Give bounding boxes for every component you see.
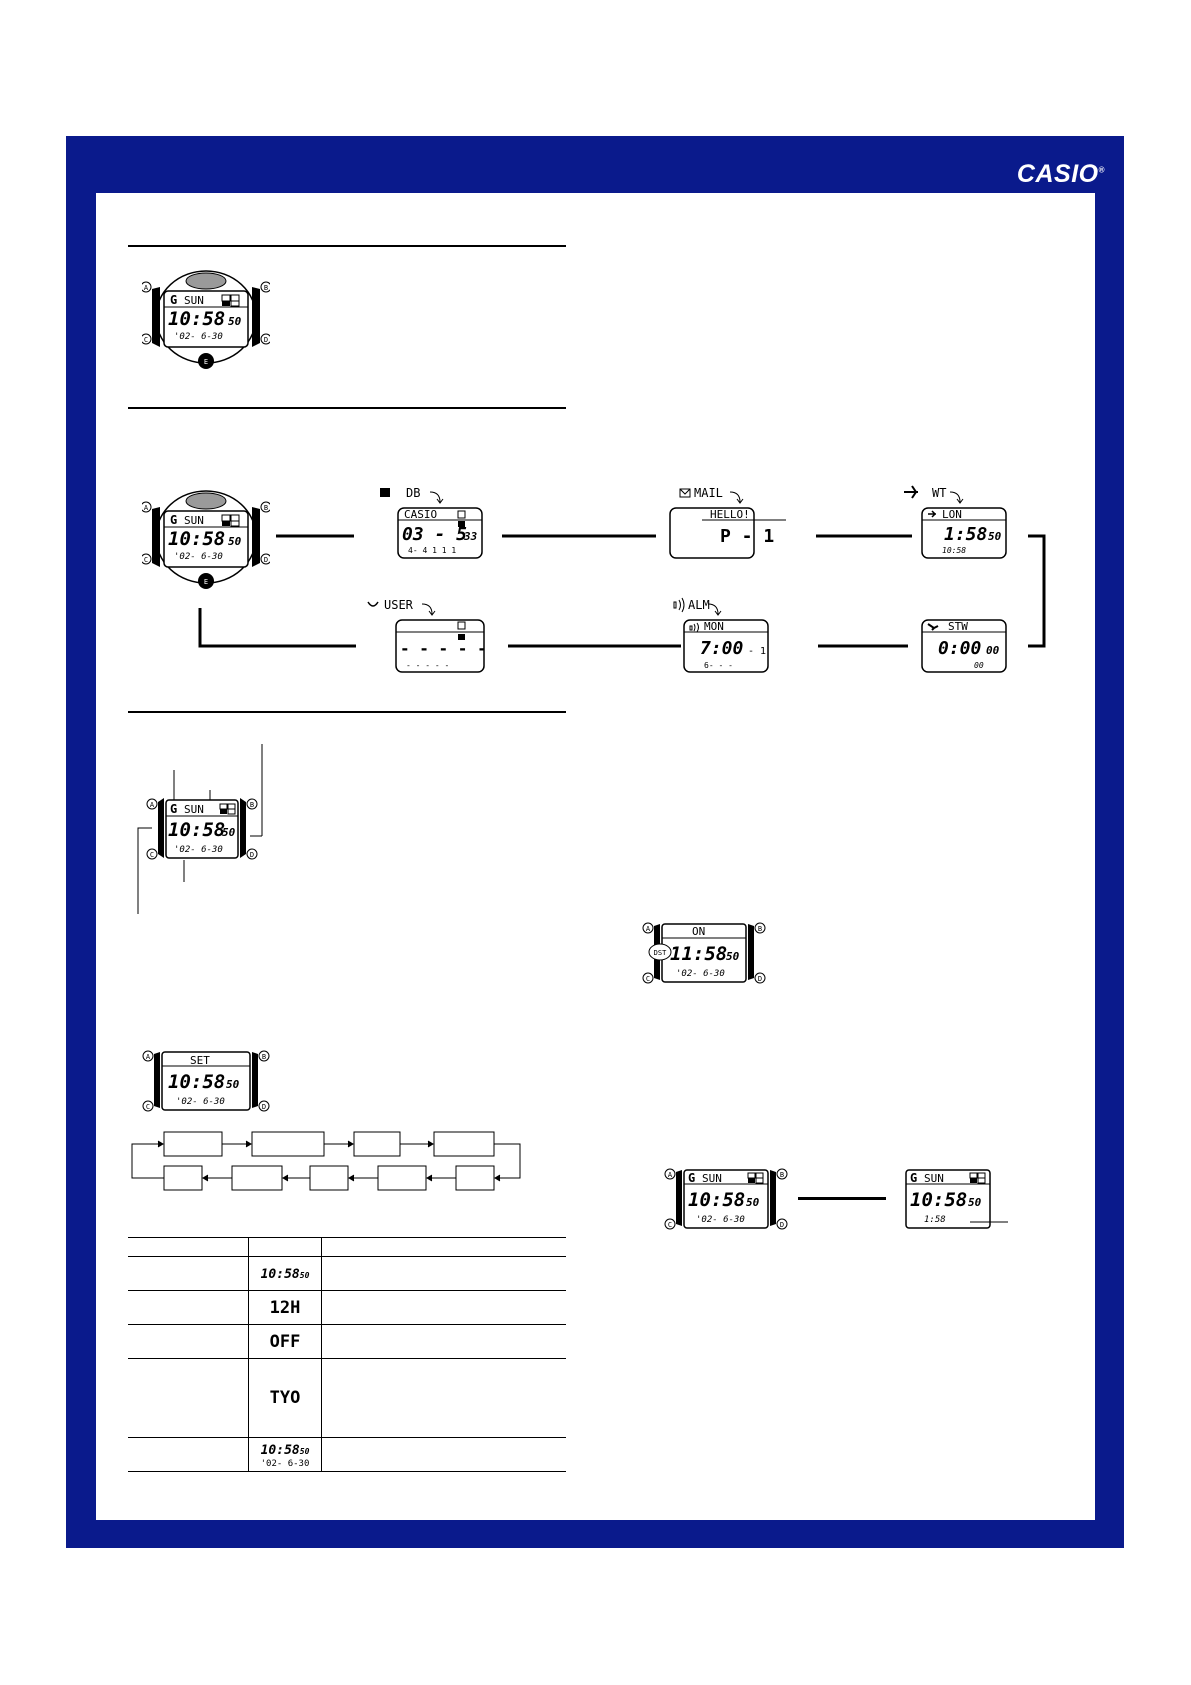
svg-text:LON: LON xyxy=(942,508,962,521)
mode-world-time xyxy=(902,480,1012,560)
section-rule xyxy=(128,245,566,247)
svg-text:50: 50 xyxy=(746,1196,760,1209)
svg-text:B: B xyxy=(263,504,269,512)
svg-text:ALM: ALM xyxy=(688,598,710,612)
dual-arrow-line xyxy=(798,1197,886,1200)
svg-text:SUN: SUN xyxy=(184,514,204,527)
svg-text:C: C xyxy=(149,851,155,859)
mode-user xyxy=(362,596,492,676)
svg-text:10:58: 10:58 xyxy=(168,528,226,550)
svg-text:STW: STW xyxy=(948,620,968,633)
day-display: SUN xyxy=(184,294,204,307)
svg-text:7:00: 7:00 xyxy=(700,638,744,659)
svg-text:C: C xyxy=(667,1221,673,1229)
settings-table xyxy=(128,1237,566,1472)
table-row: TYO xyxy=(128,1359,566,1438)
dst-indicator: DST xyxy=(653,949,667,957)
button-b-label: B xyxy=(263,284,269,292)
svg-text:C: C xyxy=(145,1103,151,1111)
svg-text:D: D xyxy=(757,975,763,983)
dst-on-label: ON xyxy=(692,925,706,938)
svg-text:00: 00 xyxy=(974,661,984,670)
seconds-display: 50 xyxy=(228,315,242,328)
svg-text:'02- 6-30: '02- 6-30 xyxy=(696,1215,745,1225)
svg-text:A: A xyxy=(145,1053,151,1061)
watch-overview xyxy=(142,267,270,371)
smile-icon xyxy=(368,602,378,606)
svg-text:SUN: SUN xyxy=(924,1172,944,1185)
svg-text:50: 50 xyxy=(226,1078,240,1091)
svg-text:P - 1: P - 1 xyxy=(720,526,775,547)
svg-text:DB: DB xyxy=(406,486,421,500)
mode-letter: G xyxy=(170,293,178,307)
mail-screen xyxy=(702,508,786,560)
svg-text:- 1: - 1 xyxy=(748,646,767,657)
svg-text:C: C xyxy=(645,975,651,983)
svg-text:10:58: 10:58 xyxy=(168,819,226,841)
svg-text:10:58: 10:58 xyxy=(910,1189,968,1211)
watch-dst xyxy=(640,920,768,984)
svg-text:'02- 6-30: '02- 6-30 xyxy=(176,1097,225,1107)
setting-sequence xyxy=(128,1130,538,1192)
svg-text:D: D xyxy=(249,851,255,859)
svg-text:G: G xyxy=(910,1171,918,1185)
svg-text:33: 33 xyxy=(464,530,478,543)
button-d-label: D xyxy=(263,336,269,344)
time-display: 10:58 xyxy=(168,308,226,330)
mode-stopwatch xyxy=(912,612,1012,676)
svg-text:SUN: SUN xyxy=(702,1172,722,1185)
button-e-label: E xyxy=(203,358,209,366)
svg-text:D: D xyxy=(261,1103,267,1111)
svg-text:G: G xyxy=(170,513,178,527)
svg-text:B: B xyxy=(249,801,255,809)
section-rule xyxy=(128,407,566,409)
table-row: 10:5850 xyxy=(128,1257,566,1291)
watch-display-labeled xyxy=(128,742,288,918)
dual-time-display: 1:58 xyxy=(924,1215,946,1225)
database-icon xyxy=(380,488,390,497)
svg-text:B: B xyxy=(779,1171,785,1179)
svg-text:USER: USER xyxy=(384,598,413,612)
svg-text:'02- 6-30: '02- 6-30 xyxy=(174,552,223,562)
svg-text:50: 50 xyxy=(968,1196,982,1209)
svg-text:SUN: SUN xyxy=(184,803,204,816)
date-display: '02- 6-30 xyxy=(174,332,223,342)
svg-text:A: A xyxy=(667,1171,673,1179)
svg-text:C: C xyxy=(143,556,149,564)
table-header xyxy=(128,1238,566,1257)
svg-text:D: D xyxy=(263,556,269,564)
section-rule xyxy=(128,711,566,713)
svg-text:00: 00 xyxy=(986,644,1000,657)
mode-alarm xyxy=(672,596,782,676)
button-c-label: C xyxy=(143,336,149,344)
airplane-icon xyxy=(904,486,918,498)
svg-text:HELLO!: HELLO! xyxy=(710,508,750,521)
svg-text:D: D xyxy=(779,1221,785,1229)
svg-text:E: E xyxy=(203,578,209,586)
setting-label: SET xyxy=(190,1054,210,1067)
table-row: 10:5850 '02- 6-30 xyxy=(128,1438,566,1472)
alarm-icon xyxy=(674,598,684,612)
svg-text:'02- 6-30: '02- 6-30 xyxy=(174,845,223,855)
svg-text:50: 50 xyxy=(228,535,242,548)
svg-text:0:00: 0:00 xyxy=(938,638,982,659)
svg-text:- - - - -: - - - - - xyxy=(400,639,487,658)
mode-database xyxy=(378,480,488,560)
svg-text:WT: WT xyxy=(932,486,947,500)
svg-text:6- - -: 6- - - xyxy=(704,661,733,670)
watch-before-dual xyxy=(662,1166,790,1230)
svg-text:50: 50 xyxy=(726,950,740,963)
table-row: 12H xyxy=(128,1291,566,1325)
svg-text:50: 50 xyxy=(988,530,1002,543)
svg-text:G: G xyxy=(688,1171,696,1185)
svg-text:4- 4 1 1 1: 4- 4 1 1 1 xyxy=(408,546,457,555)
svg-text:MAIL: MAIL xyxy=(694,486,723,500)
svg-text:10:58: 10:58 xyxy=(942,546,967,555)
svg-text:A: A xyxy=(149,801,155,809)
svg-text:1:58: 1:58 xyxy=(944,524,988,545)
svg-text:03 - 5: 03 - 5 xyxy=(402,524,468,545)
svg-text:A: A xyxy=(143,504,149,512)
svg-text:A: A xyxy=(645,925,651,933)
watch-flow-main xyxy=(142,487,270,591)
svg-text:50: 50 xyxy=(222,826,236,839)
table-row: OFF xyxy=(128,1325,566,1359)
svg-text:11:58: 11:58 xyxy=(670,943,728,965)
button-a-label: A xyxy=(143,284,149,292)
svg-text:B: B xyxy=(261,1053,267,1061)
svg-text:10:58: 10:58 xyxy=(688,1189,746,1211)
svg-text:'02- 6-30: '02- 6-30 xyxy=(676,969,725,979)
svg-text:- - - - -: - - - - - xyxy=(406,661,450,670)
watch-setting xyxy=(140,1048,272,1112)
watch-dual-time xyxy=(900,1166,1010,1230)
svg-text:10:58: 10:58 xyxy=(168,1071,226,1093)
svg-text:B: B xyxy=(757,925,763,933)
casio-logo: CASIO® xyxy=(1016,160,1105,188)
svg-text:G: G xyxy=(170,802,178,816)
svg-text:CASIO: CASIO xyxy=(404,508,438,521)
svg-text:MON: MON xyxy=(704,620,724,633)
